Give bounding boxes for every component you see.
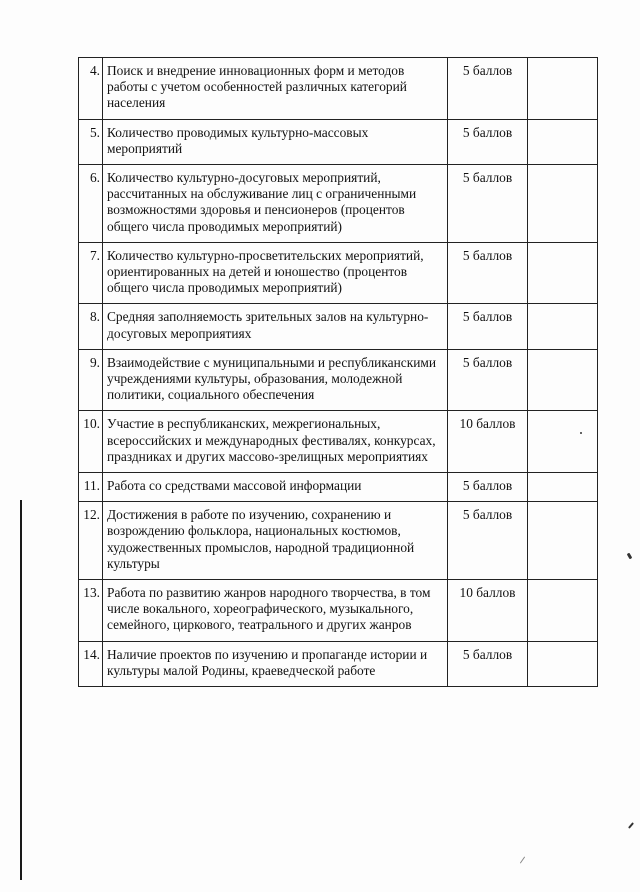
score-cell: 5 баллов <box>448 165 528 243</box>
table-row <box>79 304 598 349</box>
criterion-text: Наличие проектов по изучению и пропаганде истории и культуры малой Родины, краеведческой работе <box>103 641 448 686</box>
scan-speck <box>580 432 582 434</box>
row-number: 11. <box>79 473 103 502</box>
score-cell: 5 баллов <box>448 502 528 580</box>
empty-cell <box>528 502 598 580</box>
table-row <box>79 641 598 686</box>
table-row <box>79 119 598 164</box>
row-number: 13. <box>79 580 103 642</box>
criterion-text: Достижения в работе по изучению, сохранению и возрождению фольклора, национальных костюмов, художественных промыслов, народной традиционной культуры <box>103 502 448 580</box>
criterion-text: Поиск и внедрение инновационных форм и методов работы с учетом особенностей различных категорий населения <box>103 58 448 120</box>
criterion-text: Участие в республиканских, межрегиональных, всероссийских и международных фестивалях, конкурсах, праздниках и других массово-зрелищных мероприятиях <box>103 411 448 473</box>
score-cell: 5 баллов <box>448 119 528 164</box>
empty-cell <box>528 411 598 473</box>
table-row <box>79 502 598 580</box>
scan-speck <box>628 822 634 829</box>
score-cell: 5 баллов <box>448 349 528 411</box>
criteria-table <box>78 57 598 687</box>
row-number: 6. <box>79 165 103 243</box>
criterion-text: Количество культурно-просветительских мероприятий, ориентированных на детей и юношество (процентов общего числа проводимых мероприятий) <box>103 242 448 304</box>
score-cell: 5 баллов <box>448 641 528 686</box>
empty-cell <box>528 242 598 304</box>
row-number: 12. <box>79 502 103 580</box>
scan-speck <box>520 856 525 863</box>
empty-cell <box>528 349 598 411</box>
criterion-text: Взаимодействие с муниципальными и республиканскими учреждениями культуры, образования, молодежной политики, социального обеспечения <box>103 349 448 411</box>
empty-cell <box>528 58 598 120</box>
score-cell: 5 баллов <box>448 58 528 120</box>
criterion-text: Средняя заполняемость зрительных залов на культурно-досуговых мероприятиях <box>103 304 448 349</box>
empty-cell <box>528 165 598 243</box>
row-number: 5. <box>79 119 103 164</box>
row-number: 7. <box>79 242 103 304</box>
table-row <box>79 165 598 243</box>
row-number: 10. <box>79 411 103 473</box>
score-cell: 5 баллов <box>448 242 528 304</box>
empty-cell <box>528 641 598 686</box>
scan-speck <box>627 553 633 560</box>
criterion-text: Количество проводимых культурно-массовых мероприятий <box>103 119 448 164</box>
scan-margin-line <box>20 500 22 880</box>
row-number: 4. <box>79 58 103 120</box>
empty-cell <box>528 119 598 164</box>
table-row <box>79 580 598 642</box>
empty-cell <box>528 580 598 642</box>
score-cell: 5 баллов <box>448 304 528 349</box>
score-cell: 5 баллов <box>448 473 528 502</box>
row-number: 8. <box>79 304 103 349</box>
criterion-text: Работа со средствами массовой информации <box>103 473 448 502</box>
table-row <box>79 411 598 473</box>
row-number: 9. <box>79 349 103 411</box>
table-row <box>79 473 598 502</box>
empty-cell <box>528 304 598 349</box>
score-cell: 10 баллов <box>448 411 528 473</box>
empty-cell <box>528 473 598 502</box>
row-number: 14. <box>79 641 103 686</box>
criterion-text: Работа по развитию жанров народного творчества, в том числе вокального, хореографического, музыкального, семейного, циркового, театрального и других жанров <box>103 580 448 642</box>
table-row <box>79 242 598 304</box>
table-row <box>79 349 598 411</box>
score-cell: 10 баллов <box>448 580 528 642</box>
table-row <box>79 58 598 120</box>
criterion-text: Количество культурно-досуговых мероприятий, рассчитанных на обслуживание лиц с ограниченными возможностями здоровья и пенсионеров (процентов общего числа проводимых мероприятий) <box>103 165 448 243</box>
